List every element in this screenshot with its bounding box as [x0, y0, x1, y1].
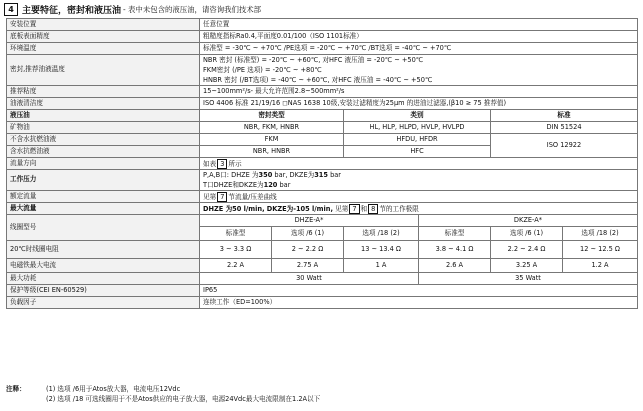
duty-label: 负载因子 [7, 297, 200, 309]
maxflow-dhze: DHZE 为50 l/min, [203, 204, 265, 213]
coil-pow-label: 最大功耗 [7, 273, 200, 285]
table-row [7, 285, 638, 297]
coil-group-dkze: DKZE-A* [419, 215, 638, 227]
fluid-r2-class: HFDU, HFDR [344, 134, 491, 146]
table-row [7, 122, 638, 134]
coil-res-value: 3.8 ~ 4.1 Ω [419, 241, 491, 259]
section-ref-box: 7 [217, 192, 227, 202]
coil-cur-label: 电磁铁最大电流 [7, 259, 200, 273]
coil-res-label: 20℃时线圈电阻 [7, 241, 200, 259]
pressure-label: 工作压力 [7, 170, 200, 191]
coil-pow-dhze: 30 Watt [200, 273, 419, 285]
fluid-r1-class: HL, HLP, HLPD, HVLP, HVLPD [344, 122, 491, 134]
table-row [7, 259, 638, 273]
pressure-text: T口DHZE和DKZE为 [203, 181, 264, 189]
section-title: 主要特征，密封和液压油 [22, 5, 122, 16]
section-number: 4 [4, 3, 18, 16]
env-label: 环境温度 [7, 43, 200, 55]
coil-cur-value: 1.2 A [563, 259, 638, 273]
surface-value: 粗糙度指标Ra0.4,平面度0.01/100（ISO 1101标准） [200, 31, 638, 43]
note-2-text: (2) 选项 /18 可选线圈用于不是Atos供应的电子放大器，电源24Vdc最大电流限制在1.2A以下 [46, 395, 321, 403]
pressure-text: P,A,B口: DHZE 为 [203, 171, 259, 179]
section-ref-box: 8 [368, 204, 378, 214]
flowdir-label: 流量方向 [7, 158, 200, 170]
seal-value [200, 55, 638, 86]
install-label: 安装位置 [7, 19, 200, 31]
maxflow-mid: 和 [360, 204, 368, 213]
notes-label: 注释： [6, 385, 26, 393]
section-header [4, 2, 261, 16]
env-value: 标准型 = -30℃ ~ +70℃ /PE选项 = -20℃ ~ +70℃ /BT选项 = -40℃ ~ +70℃ [200, 43, 638, 55]
coil-cur-value: 2.2 A [200, 259, 272, 273]
table-row [7, 98, 638, 110]
coil-sub-header: 选项 /18 (2) [344, 227, 419, 241]
coil-cur-value: 2.6 A [419, 259, 491, 273]
fluid-r1-seal: NBR, FKM, HNBR [200, 122, 344, 134]
table-row [7, 273, 638, 285]
fluid-r1-label: 矿物油 [7, 122, 200, 134]
pressure-line-2 [203, 180, 634, 190]
table-row [7, 170, 638, 191]
pressure-text: bar, DKZE为 [272, 171, 315, 179]
seal-line-2: FKM密封 (/PE 选项) = -20℃ ~ +80℃ [203, 66, 322, 74]
notes [6, 384, 320, 404]
flowdir-value [200, 158, 638, 170]
section-subtitle: - 表中未包含的液压油，请咨询我们技术部 [123, 4, 262, 14]
note-1 [6, 384, 320, 394]
maxflow-label: 最大流量 [7, 203, 200, 215]
note-1-text: (1) 选项 /6用于Atos放大器，电流电压12Vdc [46, 385, 181, 393]
install-value: 任意位置 [200, 19, 638, 31]
coil-sub-header: 标准型 [419, 227, 491, 241]
rated-value [200, 191, 638, 203]
spec-table [6, 18, 638, 309]
fluid-r2-seal: FKM [200, 134, 344, 146]
pressure-unit: bar [277, 181, 291, 189]
visc-label: 推荐粘度 [7, 86, 200, 98]
flowdir-post: 所示 [228, 159, 242, 168]
coil-group-dhze: DHZE-A* [200, 215, 419, 227]
coil-cur-value: 2.75 A [272, 259, 344, 273]
coil-sub-header: 选项 /6 (1) [491, 227, 563, 241]
pressure-value [200, 170, 638, 191]
pressure-line-1 [203, 170, 634, 180]
seal-line-3: HNBR 密封 (/BT选项) = -40℃ ~ +60℃, 对HFC 液压油 = -40℃ ~ +50℃ [203, 76, 433, 84]
table-row [7, 134, 638, 146]
pressure-unit: bar [327, 171, 342, 179]
coil-sub-header: 选项 /6 (1) [272, 227, 344, 241]
visc-value: 15~100mm²/s- 最大允许范围2.8~500mm²/s [200, 86, 638, 98]
table-row [7, 43, 638, 55]
fluid-head-label: 液压油 [7, 110, 200, 122]
rated-label: 额定流量 [7, 191, 200, 203]
clean-value: ISO 4406 标准 21/19/16 ◻NAS 1638 10级,安装过滤精度为25μm 的进油过滤器,(β10 ≥ 75 推荐值) [200, 98, 638, 110]
coil-res-value: 2 ~ 2.2 Ω [272, 241, 344, 259]
coil-res-value: 3 ~ 3.3 Ω [200, 241, 272, 259]
coil-label: 线圈型号 [7, 215, 200, 241]
fluid-r23-std: ISO 12922 [491, 134, 638, 158]
rated-pre: 见第 [203, 192, 217, 201]
coil-sub-header: 标准型 [200, 227, 272, 241]
coil-sub-header: 选项 /18 (2) [563, 227, 638, 241]
seal-line-1: NBR 密封 (标准型) = -20℃ ~ +60℃, 对HFC 液压油 = -20℃ ~ +50℃ [203, 56, 424, 64]
fluid-head-class: 类别 [344, 110, 491, 122]
coil-res-value: 12 ~ 12.5 Ω [563, 241, 638, 259]
fluid-r3-class: HFC [344, 146, 491, 158]
pressure-t-value: 120 [263, 181, 278, 189]
table-row [7, 215, 638, 227]
rated-post: 节流量/压差曲线 [228, 192, 277, 201]
table-row [7, 31, 638, 43]
surface-label: 底板表面精度 [7, 31, 200, 43]
maxflow-post: 节的工作极限 [379, 204, 419, 213]
pressure-dhze-value: 350 [258, 171, 273, 179]
table-row [7, 19, 638, 31]
duty-value: 连续工作（ED=100%） [200, 297, 638, 309]
section-ref-box: 7 [349, 204, 359, 214]
table-row [7, 191, 638, 203]
seal-label: 密封,推荐油液温度 [7, 55, 200, 86]
maxflow-dkze: DKZE为-105 l/min, [266, 204, 334, 213]
clean-label: 油液清洁度 [7, 98, 200, 110]
protect-label: 保护等级(CEI EN-60529) [7, 285, 200, 297]
fluid-head-seal: 密封类型 [200, 110, 344, 122]
pressure-dkze-value: 315 [314, 171, 328, 179]
table-row [7, 110, 638, 122]
table-row [7, 55, 638, 86]
coil-res-value: 2.2 ~ 2.4 Ω [491, 241, 563, 259]
table-row [7, 203, 638, 215]
coil-cur-value: 1 A [344, 259, 419, 273]
table-row [7, 86, 638, 98]
table-row [7, 158, 638, 170]
fluid-r1-std: DIN 51524 [491, 122, 638, 134]
maxflow-pre: 见第 [335, 204, 349, 213]
coil-pow-dkze: 35 Watt [419, 273, 638, 285]
maxflow-value [200, 203, 638, 215]
table-row [7, 297, 638, 309]
coil-cur-value: 3.25 A [491, 259, 563, 273]
table-row [7, 241, 638, 259]
coil-res-value: 13 ~ 13.4 Ω [344, 241, 419, 259]
fluid-r3-label: 含水抗燃油液 [7, 146, 200, 158]
note-2 [6, 394, 320, 404]
fluid-head-std: 标准 [491, 110, 638, 122]
protect-value: IP65 [200, 285, 638, 297]
fluid-r3-seal: NBR, HNBR [200, 146, 344, 158]
fluid-r2-label: 不含水抗燃油液 [7, 134, 200, 146]
flowdir-pre: 如表 [203, 159, 217, 168]
table-ref-box: 3 [217, 159, 227, 169]
